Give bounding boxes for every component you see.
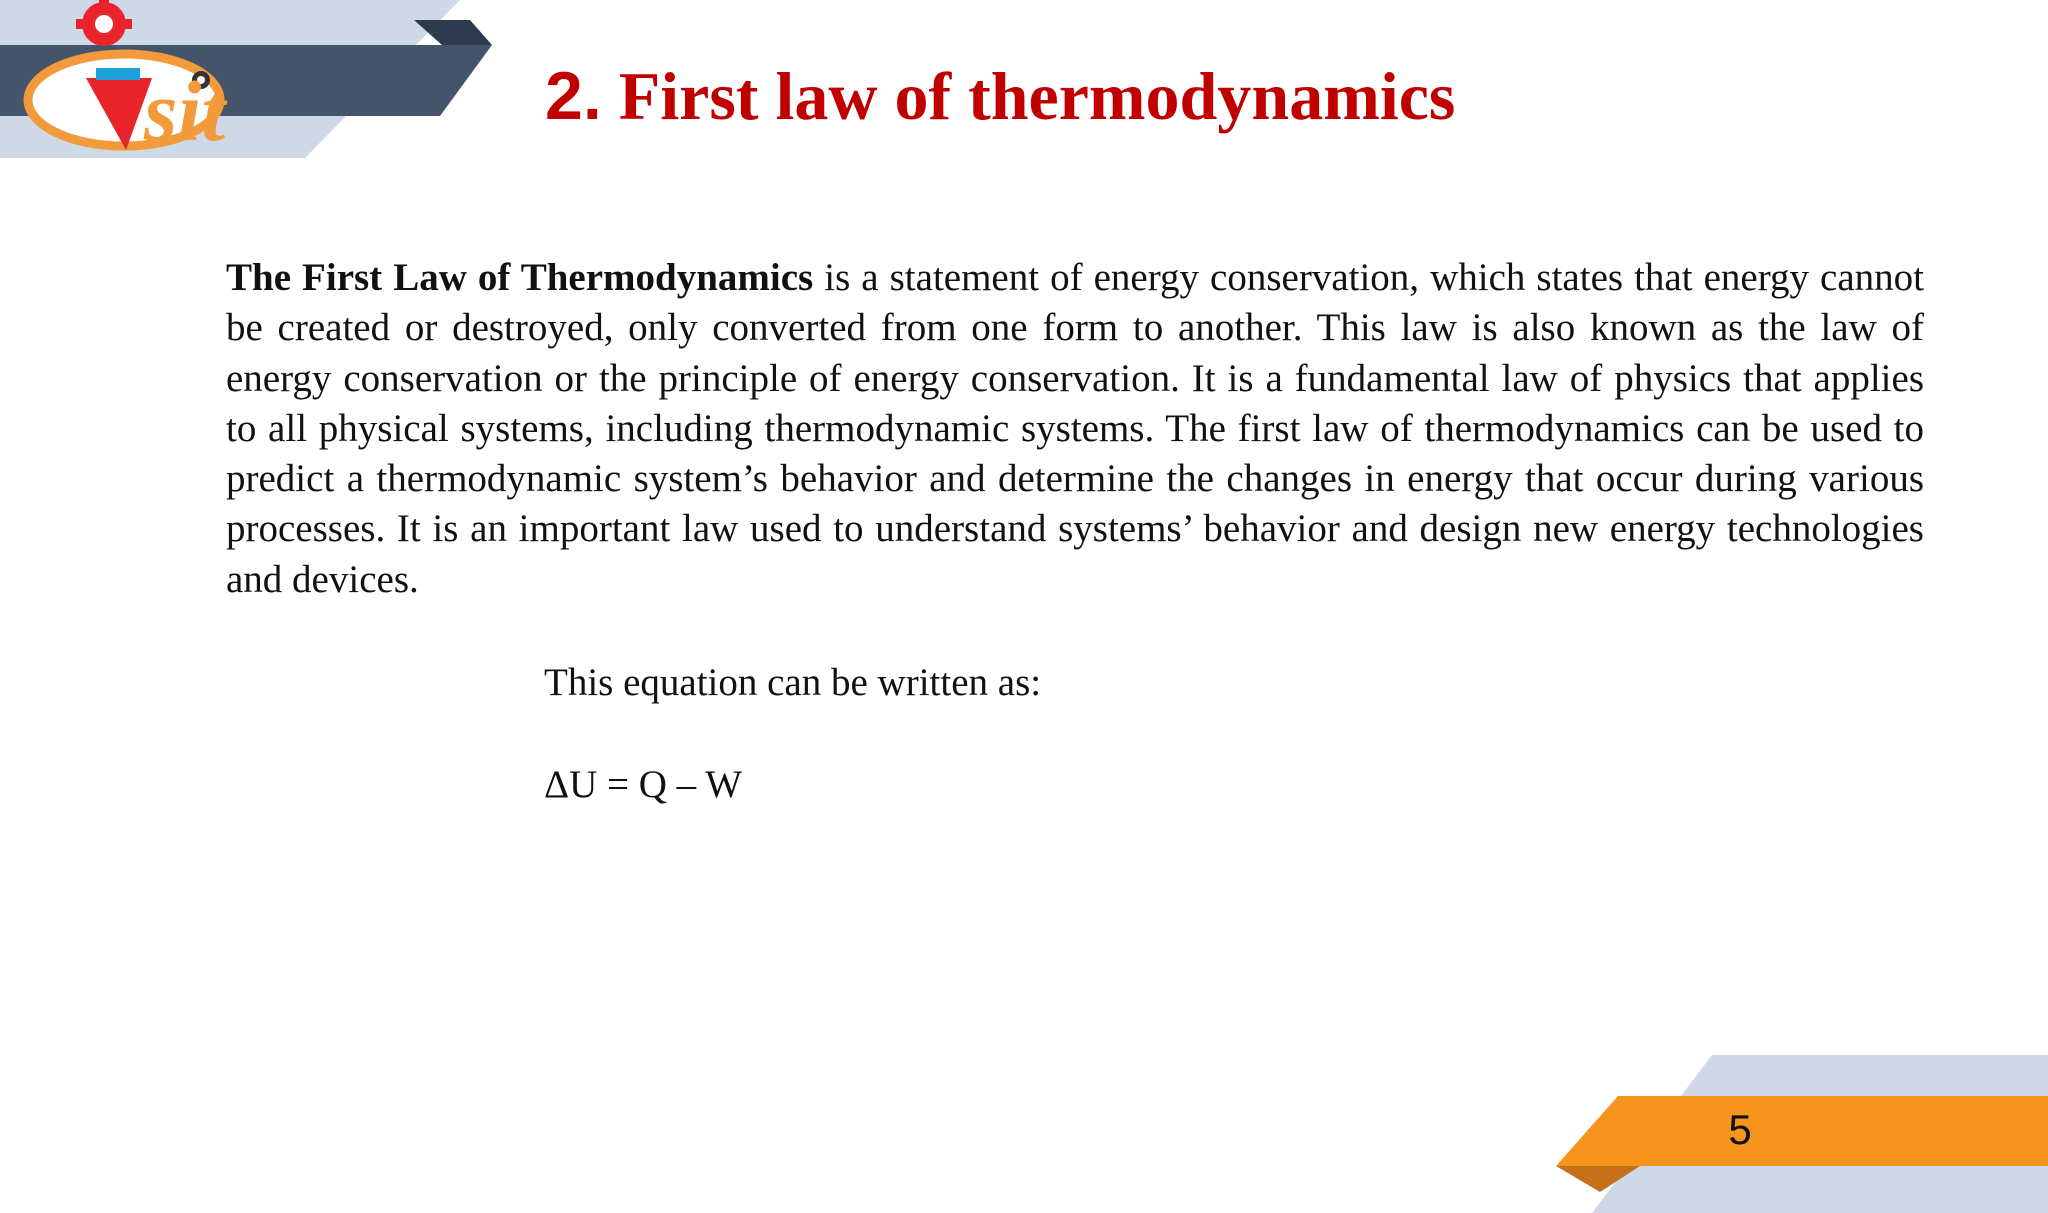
- page-number: 5: [1728, 1106, 1752, 1153]
- gear-icon: [76, 0, 132, 46]
- body-paragraph: [226, 253, 1924, 605]
- title-number: 2.: [545, 58, 602, 134]
- body-text: is a statement of energy conservation, which states that energy cannot be created or destroyed, only converted from one form to another. This law is also known as the law of energy conservation or the principle of energy conservation. It is a fundamental law of physics that applies to all physical systems, including thermodynamic systems. The first law of thermodynamics can be used to predict a thermodynamic system’s behavior and determine the changes in energy that occur during various processes. It is an important law used to understand systems’ behavior and design new energy technologies and devices.: [226, 256, 1924, 601]
- page-tab: [1556, 1096, 2048, 1166]
- isit-logo: [14, 0, 274, 162]
- svg-text:sit: sit: [144, 63, 226, 159]
- equation: ΔU = Q – W: [544, 763, 743, 806]
- body-bold-term: The First Law of Thermodynamics: [226, 256, 814, 299]
- title-text: First law of thermodynamics: [618, 58, 1456, 134]
- slide-title: [545, 58, 1456, 134]
- equation-intro: This equation can be written as:: [544, 661, 1042, 704]
